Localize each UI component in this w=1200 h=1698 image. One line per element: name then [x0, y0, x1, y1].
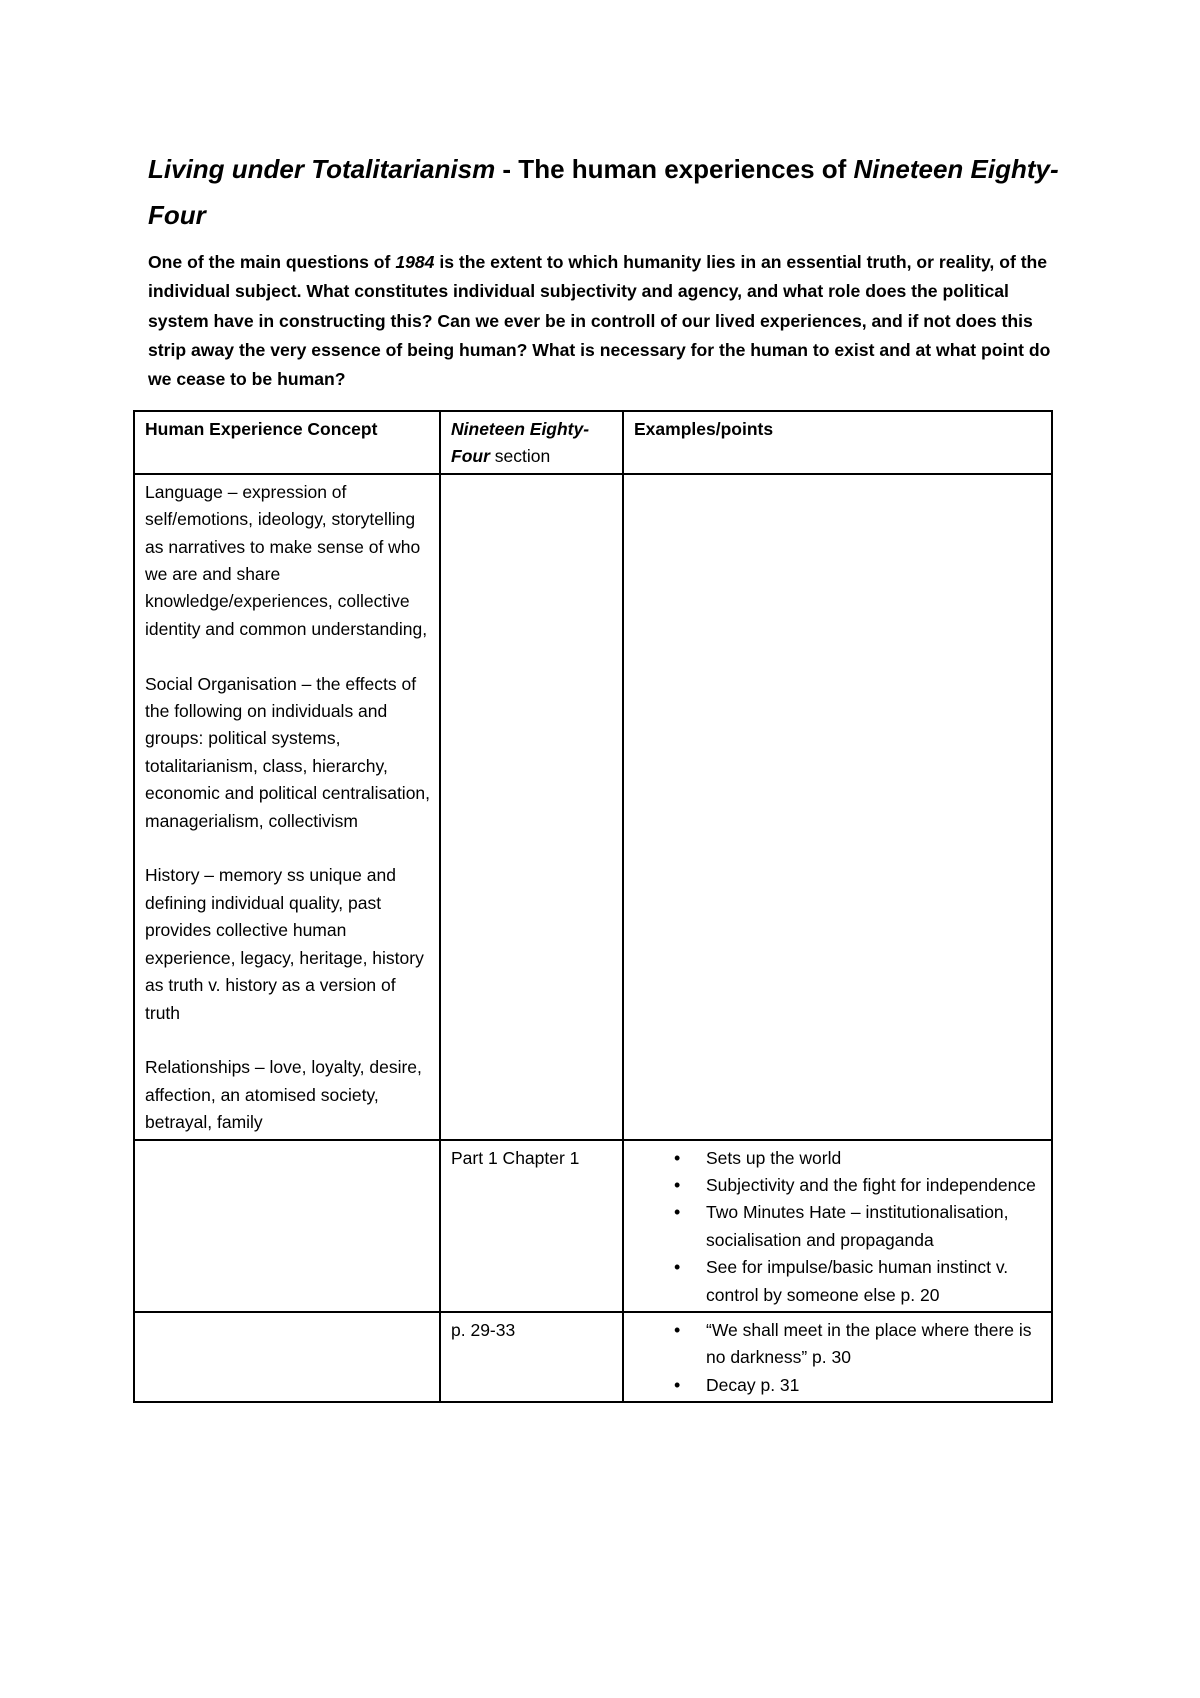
table-header-row	[134, 411, 1052, 474]
header-section-italic: Nineteen Eighty-Four	[451, 419, 590, 467]
intro-text-rest: is the extent to which humanity lies in an essential truth, or reality, of the individual subject. What constitutes individual subjectivity and agency, and what role does the political system have in constructing this? Can we ever be in controll of our lived experiences, and if not does this strip away the very essence of being human? What is necessary for the human to exist and at what point do we cease to be human?	[148, 252, 1051, 390]
concept-relationships: Relationships – love, loyalty, desire, affection, an atomised society, betrayal, family	[145, 1057, 422, 1133]
concept-language: Language – expression of self/emotions, ideology, storytelling as narratives to make sense of who we are and share knowledge/experiences, collective identity and common understanding,	[145, 481, 428, 639]
concepts-cell	[134, 474, 440, 1140]
list-item: • Decay p. 31	[706, 1372, 1043, 1399]
table-row	[134, 1312, 1052, 1402]
intro-paragraph	[148, 248, 1058, 394]
empty-section-cell	[440, 474, 623, 1140]
list-item: • “We shall meet in the place where there is no darkness” p. 30	[706, 1317, 1043, 1372]
list-item: • See for impulse/basic human instinct v. control by someone else p. 20	[706, 1254, 1043, 1309]
document-title	[148, 146, 1068, 238]
title-italic-book: Nineteen Eighty-Four	[148, 154, 1059, 230]
header-examples: Examples/points	[623, 411, 1052, 474]
concept-social-organisation: Social Organisation – the effects of the following on individuals and groups: political systems, totalitarianism, class, hierarchy, economic and political centralisation, managerialism, collectivism	[145, 673, 431, 831]
title-plain-part: - The human experiences of	[495, 154, 854, 184]
concept-history: History – memory ss unique and defining individual quality, past provides collective human experience, legacy, heritage, history as truth v. history as a version of truth	[145, 865, 424, 1023]
points-list	[634, 1145, 1043, 1309]
points-cell	[623, 1312, 1052, 1402]
empty-examples-cell	[623, 474, 1052, 1140]
intro-italic-year: 1984	[395, 252, 435, 272]
concepts-table	[133, 410, 1053, 1403]
header-section	[440, 411, 623, 474]
header-section-rest: section	[489, 446, 551, 467]
section-cell: p. 29-33	[440, 1312, 623, 1402]
table-row	[134, 1140, 1052, 1312]
list-item: • Sets up the world	[706, 1145, 1043, 1172]
list-item: • Subjectivity and the fight for independence	[706, 1172, 1043, 1199]
header-concept: Human Experience Concept	[134, 411, 440, 474]
empty-concept-cell	[134, 1312, 440, 1402]
points-list	[634, 1317, 1043, 1399]
intro-text-start: One of the main questions of	[148, 252, 396, 272]
title-italic-part: Living under Totalitarianism	[148, 154, 496, 184]
list-item: • Two Minutes Hate – institutionalisation, socialisation and propaganda	[706, 1199, 1043, 1254]
points-cell	[623, 1140, 1052, 1312]
table-row-concepts	[134, 474, 1052, 1140]
section-cell: Part 1 Chapter 1	[440, 1140, 623, 1312]
empty-concept-cell	[134, 1140, 440, 1312]
